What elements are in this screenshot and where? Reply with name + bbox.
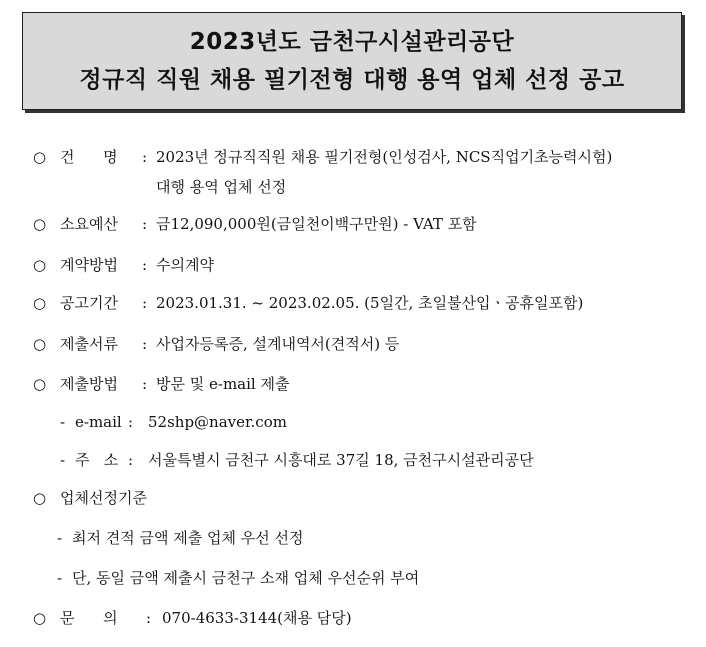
colon: : bbox=[142, 294, 148, 312]
item-label: 건 명 bbox=[60, 148, 118, 166]
item-label: 계약방법 bbox=[60, 256, 118, 274]
phone-number: 070-4633-3144(채용 담당) bbox=[162, 609, 352, 627]
title-line-1: 2023년도 금천구시설관리공단 bbox=[189, 29, 515, 55]
colon: : bbox=[142, 256, 148, 274]
criteria-text: 단, 동일 금액 제출시 금천구 소재 업체 우선순위 부여 bbox=[72, 569, 420, 587]
sub-item-label: e-mail bbox=[75, 413, 122, 431]
item-label: 소요예산 bbox=[60, 215, 118, 233]
colon: : bbox=[142, 215, 148, 233]
bullet-circle-icon: ○ bbox=[33, 375, 47, 393]
bullet-circle-icon: ○ bbox=[33, 256, 47, 274]
item-value: 사업자등록증, 설계내역서(견적서) 등 bbox=[156, 335, 400, 353]
dash: - bbox=[57, 529, 63, 547]
colon: : bbox=[146, 609, 152, 627]
item-value: 2023년 정규직직원 채용 필기전형(인성검사, NCS직업기초능력시험) bbox=[156, 148, 613, 166]
dash: - bbox=[60, 413, 66, 431]
item-value: 2023.01.31. ~ 2023.02.05. (5일간, 초일불산입ㆍ공휴일포함) bbox=[156, 294, 584, 312]
announcement-title-box bbox=[22, 12, 682, 110]
bullet-circle-icon: ○ bbox=[33, 215, 47, 233]
dash: - bbox=[60, 451, 66, 469]
email-address: 52shp@naver.com bbox=[148, 413, 287, 431]
item-value: 금12,090,000원(금일천이백구만원) - VAT 포함 bbox=[156, 215, 477, 233]
item-label: 업체선정기준 bbox=[60, 489, 147, 507]
colon: : bbox=[142, 148, 148, 166]
sub-item-label: 주 소 bbox=[75, 451, 119, 469]
criteria-text: 최저 견적 금액 제출 업체 우선 선정 bbox=[72, 529, 304, 547]
bullet-circle-icon: ○ bbox=[33, 294, 47, 312]
dash: - bbox=[57, 569, 63, 587]
item-value: 수의계약 bbox=[156, 256, 214, 274]
colon: : bbox=[128, 451, 134, 469]
title-line-2: 정규직 직원 채용 필기전형 대행 용역 업체 선정 공고 bbox=[79, 67, 625, 93]
colon: : bbox=[142, 375, 148, 393]
item-value: 대행 용역 업체 선정 bbox=[156, 178, 287, 196]
item-label: 제출방법 bbox=[60, 375, 118, 393]
colon: : bbox=[128, 413, 134, 431]
address-value: 서울특별시 금천구 시흥대로 37길 18, 금천구시설관리공단 bbox=[148, 451, 534, 469]
bullet-circle-icon: ○ bbox=[33, 489, 47, 507]
item-value: 방문 및 e-mail 제출 bbox=[156, 375, 290, 393]
bullet-circle-icon: ○ bbox=[33, 335, 47, 353]
item-label: 제출서류 bbox=[60, 335, 118, 353]
item-label: 문 의 bbox=[60, 609, 118, 627]
bullet-circle-icon: ○ bbox=[33, 148, 47, 166]
colon: : bbox=[142, 335, 148, 353]
bullet-circle-icon: ○ bbox=[33, 609, 47, 627]
item-label: 공고기간 bbox=[60, 294, 118, 312]
